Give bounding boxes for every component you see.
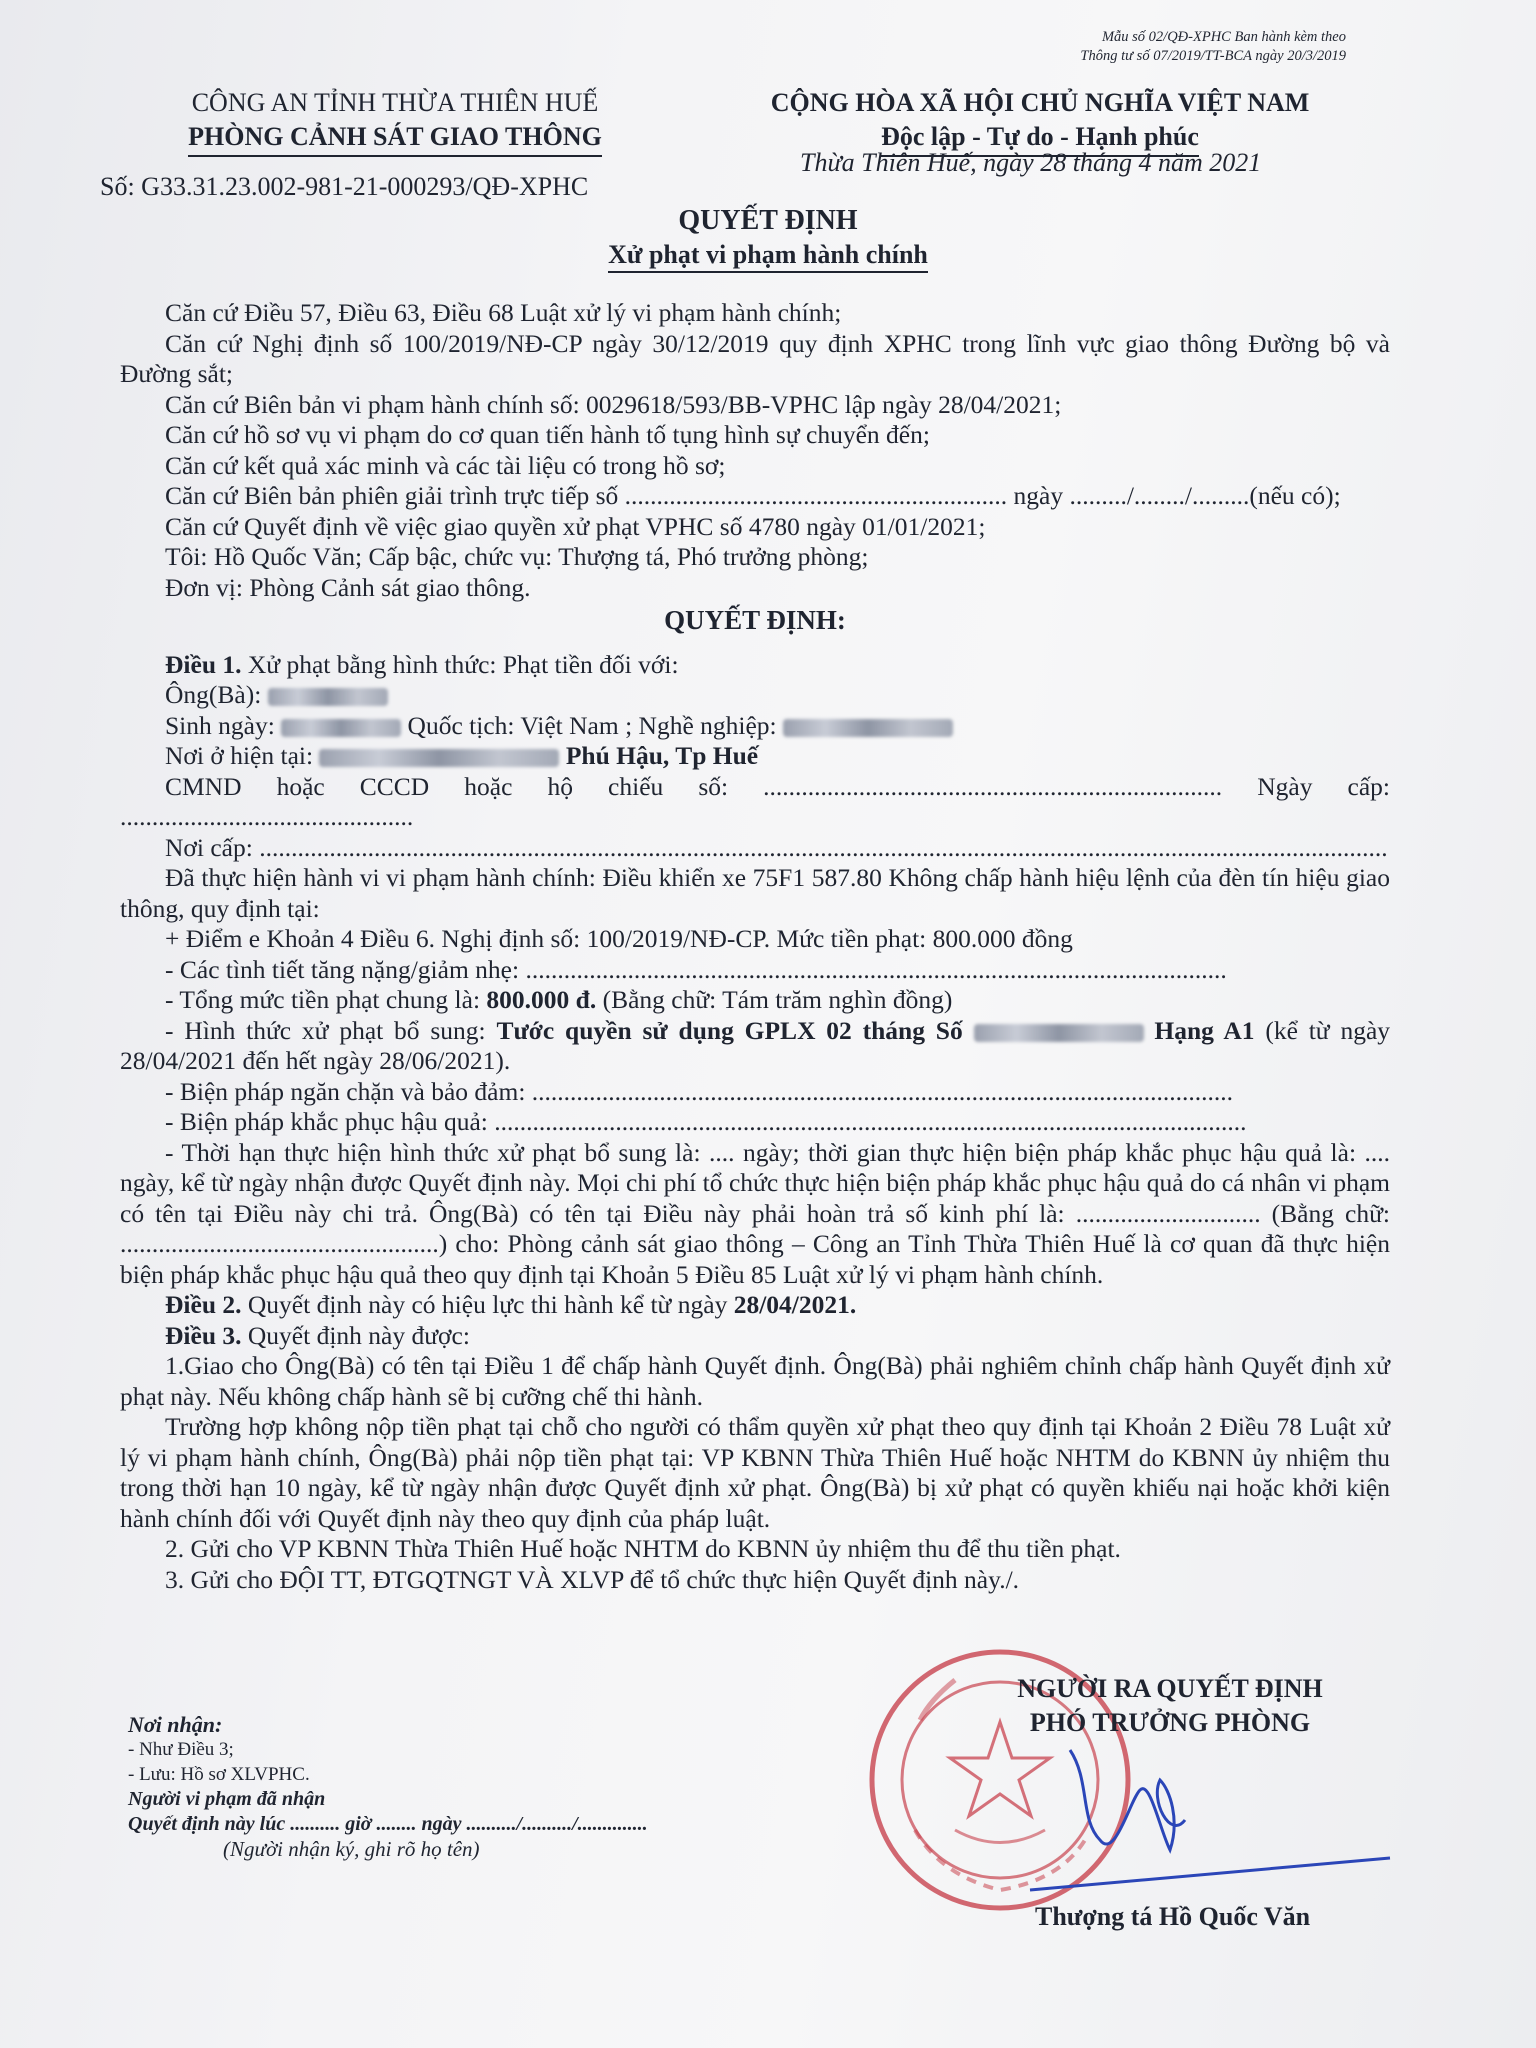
basis-line: Căn cứ hồ sơ vụ vi phạm do cơ quan tiến hành tố tụng hình sự chuyển đến; xyxy=(165,420,930,449)
violation-description: Đã thực hiện hành vi vi phạm hành chính: Điều khiển xe 75F1 587.80 Không chấp hành hiệu lệnh của đèn tín hiệu giao thông, quy định tại: xyxy=(120,863,1390,923)
basis-line: Căn cứ kết quả xác minh và các tài liệu có trong hồ sơ; xyxy=(165,450,726,480)
basis-line: Tôi: Hồ Quốc Văn; Cấp bậc, chức vụ: Thượng tá, Phó trưởng phòng; xyxy=(165,542,869,571)
national-motto: Độc lập - Tự do - Hạnh phúc xyxy=(881,120,1199,157)
article-3: Điều 3. Quyết định này được: xyxy=(165,1320,470,1350)
document-subtitle: Xử phạt vi phạm hành chính xyxy=(0,240,1536,273)
violation-clause: + Điểm e Khoản 4 Điều 6. Nghị định số: 100/2019/NĐ-CP. Mức tiền phạt: 800.000 đồng xyxy=(165,924,1073,953)
remedy-measures: - Biện pháp khắc phục hậu quả: ...................................................................................................................... xyxy=(165,1107,1247,1136)
recipients-heading: Nơi nhận: xyxy=(128,1712,223,1737)
place-date: Thừa Thiên Huế, ngày 28 tháng 4 năm 2021 xyxy=(800,148,1262,177)
additional-penalty: - Hình thức xử phạt bổ sung: Tước quyền sử dụng GPLX 02 tháng Số Hạng A1 (kể từ ngày 28/04/2021 đến hết ngày 28/06/2021). xyxy=(120,1015,1391,1075)
issue-place: Nơi cấp: ................................................................................................................................................................................. xyxy=(165,832,1388,862)
violator-name: Ông(Bà): xyxy=(120,680,1390,711)
recipient-item: - Như Điều 3; xyxy=(128,1739,234,1760)
prevention-measures: - Biện pháp ngăn chặn và bảo đảm: .............................................................................................................. xyxy=(165,1076,1234,1106)
basis-line: Căn cứ Quyết định về việc giao quyền xử phạt VPHC số 4780 ngày 01/01/2021; xyxy=(165,511,986,541)
basis-line: Đơn vị: Phòng Cảnh sát giao thông. xyxy=(165,572,531,602)
document-body xyxy=(120,298,1390,1595)
article-2: Điều 2. Quyết định này có hiệu lực thi hành kể từ ngày 28/04/2021. xyxy=(165,1290,857,1319)
received-time: Quyết định này lúc .......... giờ ........ ngày ........../........../.............. xyxy=(128,1813,648,1835)
handwritten-signature xyxy=(1020,1740,1400,1900)
issuing-agency xyxy=(170,86,620,157)
signature-block xyxy=(960,1672,1380,1740)
signer-title: PHÓ TRƯỞNG PHÒNG xyxy=(1029,1708,1311,1737)
id-line: CMND hoặc CCCD hoặc hộ chiếu số: ........................................................................ Ngày cấp: .............................................. xyxy=(120,771,1390,831)
redacted-license xyxy=(974,1024,1144,1042)
article-3-item-3: 3. Gửi cho ĐỘI TT, ĐTGQTNGT VÀ XLVP để tổ chức thực hiện Quyết định này./. xyxy=(165,1564,1020,1594)
country-name: CỘNG HÒA XÃ HỘI CHỦ NGHĨA VIỆT NAM xyxy=(770,88,1310,117)
recipient-item: - Lưu: Hồ sơ XLVPHC. xyxy=(128,1764,310,1785)
redacted-name xyxy=(268,688,388,706)
redacted-dob xyxy=(281,719,401,737)
national-header xyxy=(745,86,1335,157)
signer-role: NGƯỜI RA QUYẾT ĐỊNH xyxy=(1017,1674,1323,1703)
received-line: Người vi phạm đã nhận xyxy=(128,1788,326,1810)
article-3-item-1b: Trường hợp không nộp tiền phạt tại chỗ cho người có thẩm quyền xử phạt theo quy định tại Khoản 2 Điều 78 Luật xử lý vi phạm hành chính, Ông(Bà) phải nộp tiền phạt tại: VP KBNN Thừa Thiên Huế hoặc NHTM do KBNN ủy nhiệm thu trong thời hạn 10 ngày, kể từ ngày nhận được Quyết định xử phạt. Ông(Bà) bị xử phạt có quyền khiếu nại hoặc khởi kiện hành chính đối với Quyết định này theo quy định của pháp luật. xyxy=(120,1412,1390,1533)
basis-line: Căn cứ Điều 57, Điều 63, Điều 68 Luật xử lý vi phạm hành chính; xyxy=(165,298,842,327)
signer-name: Thượng tá Hồ Quốc Văn xyxy=(1035,1902,1311,1931)
recipients-block xyxy=(128,1712,648,1862)
redacted-occupation xyxy=(783,719,953,737)
decision-heading: QUYẾT ĐỊNH: xyxy=(664,605,846,635)
violator-dob: Sinh ngày: Quốc tịch: Việt Nam ; Nghề nghiệp: xyxy=(120,711,1390,742)
form-reference: Mẫu số 02/QĐ-XPHC Ban hành kèm theo Thông tư số 07/2019/TT-BCA ngày 20/3/2019 xyxy=(1080,29,1346,64)
violator-address: Nơi ở hiện tại: Phú Hậu, Tp Huế xyxy=(165,741,759,770)
basis-line: Căn cứ Biên bản phiên giải trình trực tiếp số ............................................................ ngày ........./......../.........(nếu có); xyxy=(165,481,1341,510)
total-fine: - Tổng mức tiền phạt chung là: 800.000 đ. (Bằng chữ: Tám trăm nghìn đồng) xyxy=(165,985,953,1014)
receiver-sign-note: (Người nhận ký, ghi rõ họ tên) xyxy=(223,1837,480,1861)
basis-line: Căn cứ Nghị định số 100/2019/NĐ-CP ngày 30/12/2019 quy định XPHC trong lĩnh vực giao thông Đường bộ và Đường sắt; xyxy=(120,328,1390,388)
agency-name: PHÒNG CẢNH SÁT GIAO THÔNG xyxy=(188,120,602,157)
article-3-item-2: 2. Gửi cho VP KBNN Thừa Thiên Huế hoặc NHTM do KBNN ủy nhiệm thu để thu tiền phạt. xyxy=(165,1534,1121,1563)
redacted-address xyxy=(319,749,559,767)
article-3-item-1: 1.Giao cho Ông(Bà) có tên tại Điều 1 để chấp hành Quyết định. Ông(Bà) phải nghiêm chỉnh chấp hành Quyết định xử phạt này. Nếu không chấp hành sẽ bị cưỡng chế thi hành. xyxy=(120,1351,1390,1411)
article-1: Điều 1. Xử phạt bằng hình thức: Phạt tiền đối với: xyxy=(165,649,679,679)
circumstances: - Các tình tiết tăng nặng/giảm nhẹ: .............................................................................................................. xyxy=(165,954,1227,984)
document-title: QUYẾT ĐỊNH xyxy=(678,205,858,236)
document-number: Số: G33.31.23.002-981-21-000293/QĐ-XPHC xyxy=(100,172,589,201)
basis-line: Căn cứ Biên bản vi phạm hành chính số: 0029618/593/BB-VPHC lập ngày 28/04/2021; xyxy=(165,389,1062,419)
agency-parent: CÔNG AN TỈNH THỪA THIÊN HUẾ xyxy=(191,88,599,117)
deadline-paragraph: - Thời hạn thực hiện hình thức xử phạt bổ sung là: .... ngày; thời gian thực hiện biện pháp khắc phục hậu quả là: .... ngày, kể từ ngày nhận được Quyết định này. Mọi chi phí tổ chức thực hiện biện pháp khắc phục hậu quả do cá nhân vi phạm có tên tại Điều này chi trả. Ông(Bà) có tên tại Điều này phải hoàn trả số kinh phí là: ............................. (Bằng chữ: ..................................................) cho: Phòng cảnh sát giao thông – Công an Tỉnh Thừa Thiên Huế là cơ quan đã thực hiện biện pháp khắc phục hậu quả theo quy định tại Khoản 5 Điều 85 Luật xử lý vi phạm hành chính. xyxy=(120,1137,1390,1289)
